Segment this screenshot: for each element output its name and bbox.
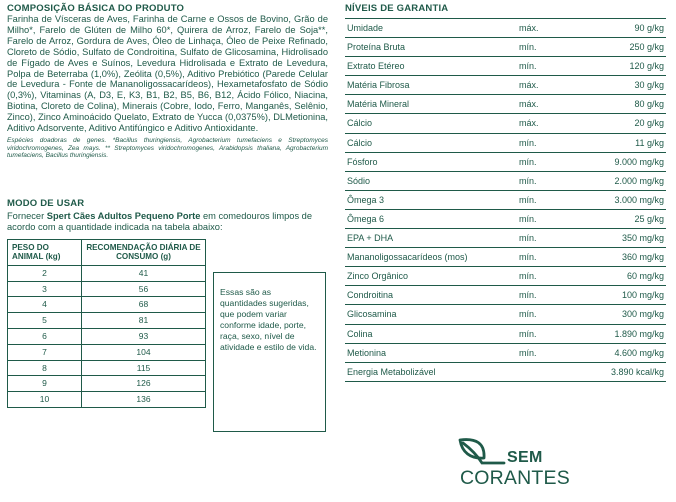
consumption-cell: 56	[82, 281, 206, 297]
nutrient-name: Matéria Mineral	[345, 95, 517, 114]
table-row	[345, 343, 666, 362]
qualifier: mín.	[517, 209, 581, 228]
table-row	[345, 76, 666, 95]
weight-cell: 5	[8, 313, 82, 329]
qualifier	[517, 362, 581, 381]
table-row	[8, 344, 206, 360]
weight-cell: 6	[8, 328, 82, 344]
nutrient-value: 120 g/kg	[581, 57, 666, 76]
table-row	[8, 281, 206, 297]
nutrient-name: Fósforo	[345, 152, 517, 171]
table-row	[8, 376, 206, 392]
qualifier: mín.	[517, 305, 581, 324]
table-row	[345, 171, 666, 190]
nutrient-value: 3.890 kcal/kg	[581, 362, 666, 381]
qualifier: mín.	[517, 229, 581, 248]
nutrient-name: Umidade	[345, 19, 517, 38]
nutrient-name: Sódio	[345, 171, 517, 190]
qualifier: mín.	[517, 267, 581, 286]
nutrient-value: 250 g/kg	[581, 38, 666, 57]
nutrient-value: 80 g/kg	[581, 95, 666, 114]
nutrient-name: EPA + DHA	[345, 229, 517, 248]
nutrient-name: Cálcio	[345, 133, 517, 152]
table-row	[345, 95, 666, 114]
nutrient-value: 25 g/kg	[581, 209, 666, 228]
qualifier: mín.	[517, 38, 581, 57]
nutrient-value: 100 mg/kg	[581, 286, 666, 305]
guarantee-table-body	[345, 19, 666, 382]
table-row	[8, 297, 206, 313]
feeding-table-body	[8, 265, 206, 407]
usage-heading: MODO DE USAR	[7, 197, 85, 209]
nutrient-value: 30 g/kg	[581, 76, 666, 95]
qualifier: máx.	[517, 95, 581, 114]
nutrient-value: 9.000 mg/kg	[581, 152, 666, 171]
table-row	[345, 133, 666, 152]
table-row	[345, 190, 666, 209]
table-row	[345, 324, 666, 343]
composition-text: Farinha de Vísceras de Aves, Farinha de Carne e Ossos de Bovino, Grão de Milho*, Farelo de Glúten de Milho 60*, Quirera de Arroz, Farelo de Soja**, Farelo de Arroz, Gordura de Aves, Óleo de Linhaça, Óleo de Peixe Refinado, Cloreto de Sódio, Sulfato de Condroitina, Sulfato de Glicosamina, Hidrolisado de Fígado de Aves e Suínos, Levedura Hidrolisada e Extrato de Levedura, Polpa de Beterraba (1,0%), Zeólita (0,5%), Aditivo Prebiótico (Parede Celular de Levedura - Fonte de Mananoligossacarídeos), Hexametafosfato de Sódio (0,3%), Vitaminas (A, D3, E, K3, B1, B2, B5, B6, B12, Ácido Fólico, Niacina, Biotina, Cloreto de Colina), Minerais (Cobre, Iodo, Ferro, Manganês, Selênio, Zinco), Zinco Aminoácido Quelato, Extrato de Yucca (0,0375%), DLMetionina, Aditivo Adsorvente, Aditivo Antifúngico e Aditivo Antioxidante.	[7, 14, 328, 134]
qualifier: mín.	[517, 133, 581, 152]
nutrient-value: 2.000 mg/kg	[581, 171, 666, 190]
usage-note: Essas são as quantidades sugeridas, que podem variar conforme idade, porte, raça, sexo, nível de atividade e estilo de vida.	[220, 286, 317, 352]
consumption-column-header: RECOMENDAÇÃO DIÁRIA DE CONSUMO (g)	[82, 239, 206, 265]
composition-heading: COMPOSIÇÃO BÁSICA DO PRODUTO	[7, 3, 185, 14]
nutrient-name: Colina	[345, 324, 517, 343]
qualifier: mín.	[517, 190, 581, 209]
consumption-cell: 93	[82, 328, 206, 344]
leaf-icon	[458, 437, 508, 469]
table-row	[8, 265, 206, 281]
no-colorants-badge	[458, 437, 570, 497]
table-row	[345, 19, 666, 38]
feeding-table	[7, 239, 206, 408]
table-row	[345, 114, 666, 133]
table-row	[345, 152, 666, 171]
nutrient-value: 11 g/kg	[581, 133, 666, 152]
table-row	[345, 248, 666, 267]
consumption-cell: 104	[82, 344, 206, 360]
consumption-cell: 115	[82, 360, 206, 376]
weight-cell: 3	[8, 281, 82, 297]
weight-cell: 7	[8, 344, 82, 360]
consumption-cell: 81	[82, 313, 206, 329]
qualifier: mín.	[517, 286, 581, 305]
usage-section	[7, 239, 328, 408]
weight-cell: 9	[8, 376, 82, 392]
nutrient-value: 90 g/kg	[581, 19, 666, 38]
nutrient-name: Condroitina	[345, 286, 517, 305]
product-name: Spert Cães Adultos Pequeno Porte	[46, 210, 201, 221]
weight-cell: 8	[8, 360, 82, 376]
nutrient-value: 1.890 mg/kg	[581, 324, 666, 343]
nutrient-value: 350 mg/kg	[581, 229, 666, 248]
consumption-cell: 126	[82, 376, 206, 392]
nutrient-name: Extrato Etéreo	[345, 57, 517, 76]
nutrient-value: 60 mg/kg	[581, 267, 666, 286]
table-row	[345, 267, 666, 286]
nutrient-value: 300 mg/kg	[581, 305, 666, 324]
table-row	[345, 38, 666, 57]
nutrient-value: 4.600 mg/kg	[581, 343, 666, 362]
table-row	[345, 229, 666, 248]
gene-donor-note: Espécies doadoras de genes. *Bacillus thuringiensis, Agrobacterium tumefaciens e Streptomyces viridochromogenes, Zea mays. ** Streptomyces viridochromogenes, Arabidopsis thaliana, Agrobacterium tumefaciens, Bacillus thuringiensis.	[7, 136, 328, 160]
qualifier: mín.	[517, 152, 581, 171]
nutrient-name: Zinco Orgânico	[345, 267, 517, 286]
usage-instructions: Fornecer Spert Cães Adultos Pequeno Porte em comedouros limpos de acordo com a quantidade indicada na tabela abaixo:	[7, 210, 313, 233]
qualifier: mín.	[517, 324, 581, 343]
nutrient-name: Mananoligossacarídeos (mos)	[345, 248, 517, 267]
usage-note-box	[213, 272, 326, 432]
nutrient-value: 20 g/kg	[581, 114, 666, 133]
qualifier: máx.	[517, 114, 581, 133]
table-row	[8, 328, 206, 344]
nutrient-name: Ômega 3	[345, 190, 517, 209]
consumption-cell: 136	[82, 392, 206, 408]
weight-column-header: PESO DO ANIMAL (kg)	[8, 239, 82, 265]
nutrient-name: Matéria Fibrosa	[345, 76, 517, 95]
consumption-cell: 68	[82, 297, 206, 313]
consumption-cell: 41	[82, 265, 206, 281]
qualifier: mín.	[517, 171, 581, 190]
badge-line-2: CORANTES	[460, 467, 570, 489]
badge-line-1: SEM	[507, 449, 543, 466]
weight-cell: 4	[8, 297, 82, 313]
table-row	[345, 305, 666, 324]
nutrient-value: 360 mg/kg	[581, 248, 666, 267]
table-row	[345, 286, 666, 305]
nutrient-name: Glicosamina	[345, 305, 517, 324]
nutrient-name: Metionina	[345, 343, 517, 362]
table-row	[345, 57, 666, 76]
table-row	[345, 209, 666, 228]
nutrient-name: Energia Metabolizável	[345, 362, 517, 381]
table-row	[8, 313, 206, 329]
nutrient-name: Cálcio	[345, 114, 517, 133]
guarantee-table	[345, 18, 666, 382]
qualifier: mín.	[517, 248, 581, 267]
weight-cell: 10	[8, 392, 82, 408]
qualifier: mín.	[517, 57, 581, 76]
qualifier: máx.	[517, 76, 581, 95]
nutrient-name: Proteína Bruta	[345, 38, 517, 57]
table-row	[345, 362, 666, 381]
qualifier: mín.	[517, 343, 581, 362]
nutrient-name: Ômega 6	[345, 209, 517, 228]
weight-cell: 2	[8, 265, 82, 281]
nutrient-value: 3.000 mg/kg	[581, 190, 666, 209]
table-row	[8, 360, 206, 376]
table-row	[8, 392, 206, 408]
guarantee-heading: NÍVEIS DE GARANTIA	[345, 3, 449, 14]
right-column	[345, 3, 666, 382]
qualifier: máx.	[517, 19, 581, 38]
left-column	[7, 3, 328, 408]
